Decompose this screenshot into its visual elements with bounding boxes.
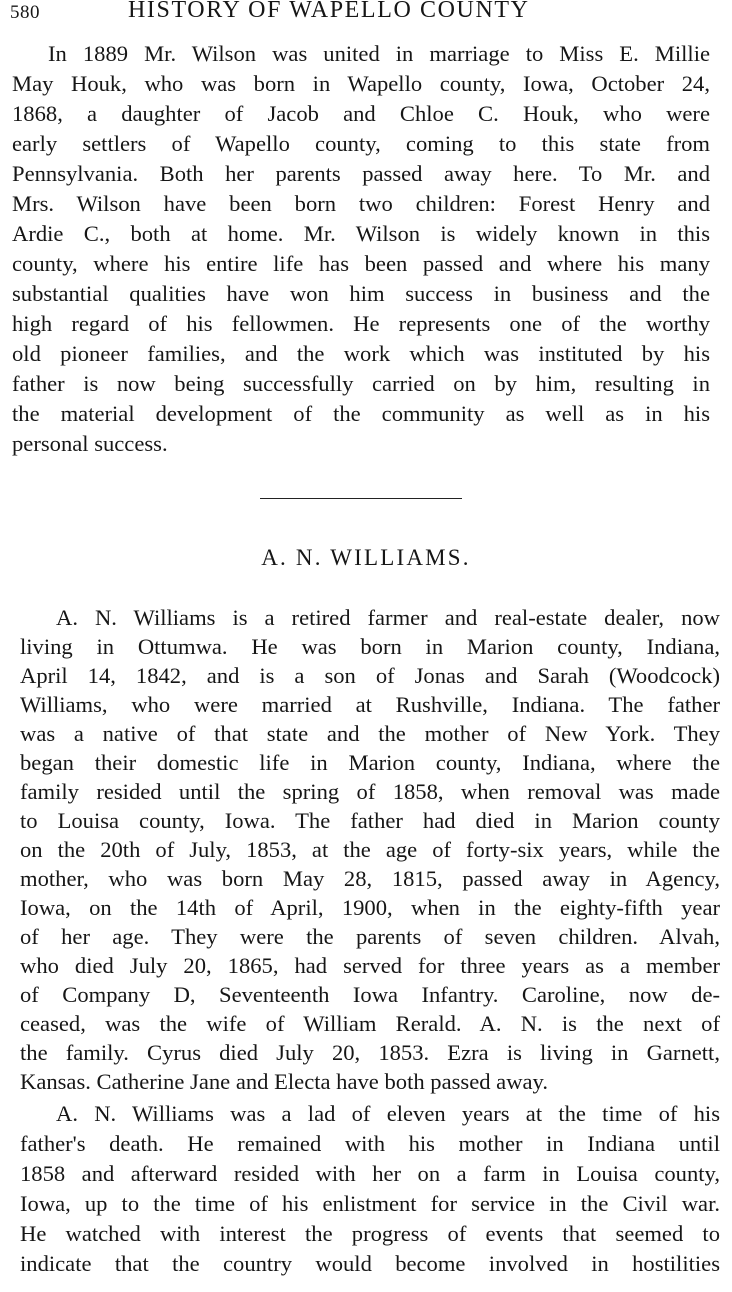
text-line: A. N. Williams is a retired farmer and real-estate dealer, now	[56, 605, 720, 630]
text-line: ceased, was the wife of William Rerald. A. N. is the next of	[20, 1011, 720, 1036]
text-line: 1868, a daughter of Jacob and Chloe C. Houk, who were	[12, 101, 710, 126]
book-title: HISTORY OF WAPELLO COUNTY	[128, 0, 530, 23]
text-line: high regard of his fellowmen. He represents one of the worthy	[12, 311, 710, 336]
text-line: Kansas. Catherine Jane and Electa have both passed away.	[20, 1069, 549, 1094]
text-line: Iowa, on the 14th of April, 1900, when in the eighty-fifth year	[20, 895, 720, 920]
text-line: Williams, who were married at Rushville, Indiana. The father	[20, 692, 720, 717]
text-line: early settlers of Wapello county, coming to this state from	[12, 131, 710, 156]
text-line: old pioneer families, and the work which was instituted by his	[12, 341, 710, 366]
text-line: indicate that the country would become involved in hostilities	[20, 1251, 720, 1276]
text-line: on the 20th of July, 1853, at the age of forty-six years, while the	[20, 837, 720, 862]
text-line: A. N. Williams was a lad of eleven years at the time of his	[56, 1101, 720, 1126]
text-line: May Houk, who was born in Wapello county, Iowa, October 24,	[12, 71, 710, 96]
text-line: of Company D, Seventeenth Iowa Infantry. Caroline, now de-	[20, 982, 720, 1007]
text-line: county, where his entire life has been passed and where his many	[12, 251, 710, 276]
text-line: In 1889 Mr. Wilson was united in marriage to Miss E. Millie	[48, 41, 710, 66]
section-divider	[260, 498, 462, 499]
text-line: mother, who was born May 28, 1815, passed away in Agency,	[20, 866, 720, 891]
section-heading: A. N. WILLIAMS.	[261, 545, 471, 570]
text-line: Pennsylvania. Both her parents passed away here. To Mr. and	[12, 161, 710, 186]
page-number: 580	[10, 2, 40, 23]
text-line: who died July 20, 1865, had served for three years as a member	[20, 953, 720, 978]
text-line: He watched with interest the progress of events that seemed to	[20, 1221, 720, 1246]
text-line: Iowa, up to the time of his enlistment for service in the Civil war.	[20, 1191, 720, 1216]
text-line: substantial qualities have won him success in business and the	[12, 281, 710, 306]
text-line: began their domestic life in Marion county, Indiana, where the	[20, 750, 720, 775]
text-line: father is now being successfully carried on by him, resulting in	[12, 371, 710, 396]
text-line: father's death. He remained with his mother in Indiana until	[20, 1131, 720, 1156]
text-line: personal success.	[12, 431, 168, 456]
text-line: the family. Cyrus died July 20, 1853. Ezra is living in Garnett,	[20, 1040, 720, 1065]
text-line: family resided until the spring of 1858, when removal was made	[20, 779, 720, 804]
text-line: of her age. They were the parents of seven children. Alvah,	[20, 924, 720, 949]
text-line: to Louisa county, Iowa. The father had died in Marion county	[20, 808, 720, 833]
text-line: April 14, 1842, and is a son of Jonas and Sarah (Woodcock)	[20, 663, 720, 688]
text-line: was a native of that state and the mother of New York. They	[20, 721, 720, 746]
text-line: Ardie C., both at home. Mr. Wilson is widely known in this	[12, 221, 710, 246]
text-line: 1858 and afterward resided with her on a farm in Louisa county,	[20, 1161, 720, 1186]
text-line: living in Ottumwa. He was born in Marion county, Indiana,	[20, 634, 720, 659]
running-head	[10, 0, 722, 26]
text-line: the material development of the community as well as in his	[12, 401, 710, 426]
text-line: Mrs. Wilson have been born two children: Forest Henry and	[12, 191, 710, 216]
